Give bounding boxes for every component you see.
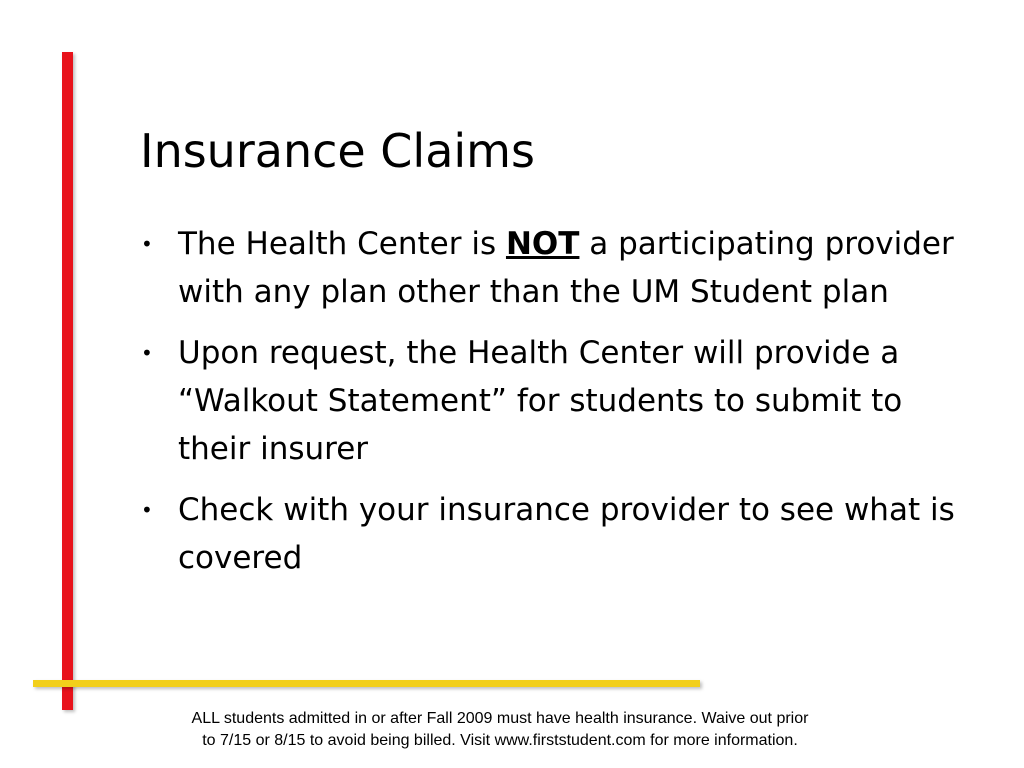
bullet-emphasis-not: NOT	[505, 226, 580, 262]
bullet-dot-icon: •	[141, 498, 153, 522]
slide-title: Insurance Claims	[140, 124, 535, 178]
bullet-list	[135, 220, 965, 595]
red-vertical-accent-bar	[62, 52, 73, 710]
bullet-text-before: The Health Center is	[178, 226, 506, 262]
bullet-item-not-participating	[135, 220, 965, 316]
bullet-item-walkout-statement	[135, 329, 965, 473]
footer-line-2: to 7/15 or 8/15 to avoid being billed. Visit www.firststudent.com for more information.	[202, 732, 798, 749]
footer-note	[90, 708, 910, 752]
bullet-dot-icon: •	[141, 341, 153, 365]
footer-line-1: ALL students admitted in or after Fall 2009 must have health insurance. Waive out prior	[191, 710, 809, 727]
bullet-item-check-provider	[135, 486, 965, 582]
bullet-text: Upon request, the Health Center will provide a “Walkout Statement” for students to submit to their insurer	[178, 335, 903, 467]
bullet-text-after: a participating provider with any plan other than the UM Student plan	[178, 226, 954, 310]
bullet-dot-icon: •	[141, 232, 153, 256]
bullet-text: Check with your insurance provider to see what is covered	[178, 492, 955, 576]
yellow-horizontal-accent-bar	[33, 680, 700, 687]
